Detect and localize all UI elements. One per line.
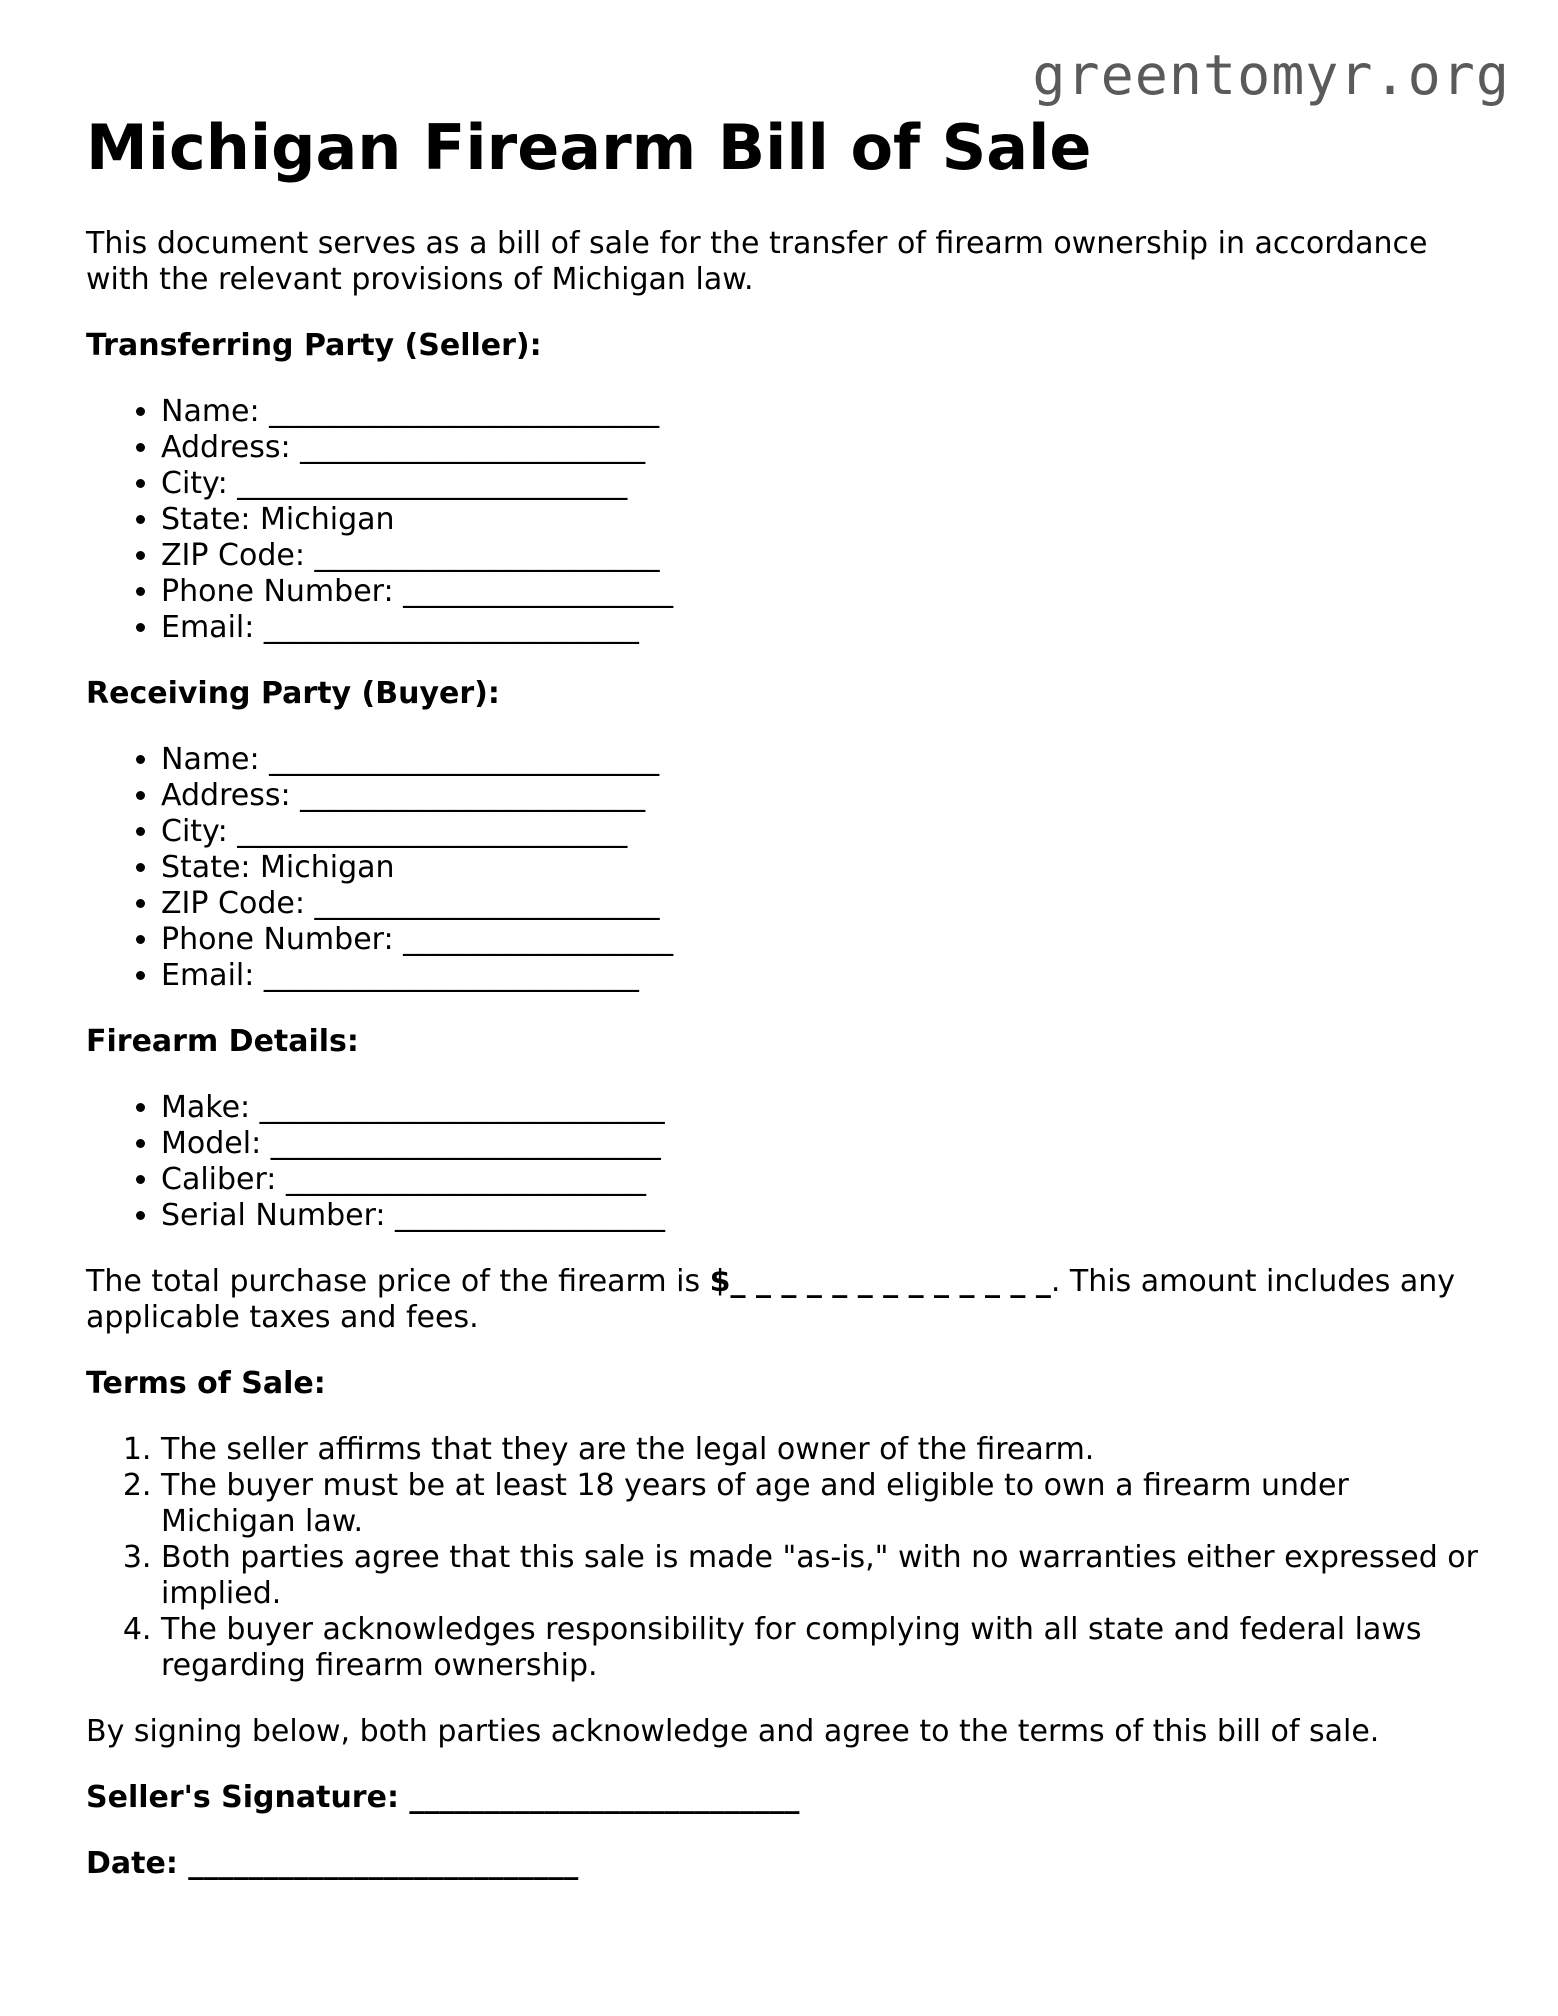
seller-city-field[interactable]: • City: __________________________ [161, 466, 1486, 502]
date-label: Date: [86, 1846, 178, 1881]
buyer-city-field[interactable]: • City: __________________________ [161, 814, 1486, 850]
price-text-before: The total purchase price of the firearm is [86, 1264, 710, 1299]
intro-paragraph: This document serves as a bill of sale for the transfer of firearm ownership in accordance with the relevant provisions of Michigan law. [86, 226, 1428, 297]
firearm-fields-list [86, 1090, 1486, 1234]
date-field[interactable]: __________________________ [177, 1846, 579, 1881]
buyer-address-field[interactable]: • Address: _______________________ [161, 778, 1486, 814]
seller-address-field[interactable]: • Address: _______________________ [161, 430, 1486, 466]
seller-signature-label: Seller's Signature: [86, 1780, 399, 1815]
seller-name-field[interactable]: • Name: __________________________ [161, 394, 1486, 430]
seller-phone-field[interactable]: • Phone Number: __________________ [161, 574, 1486, 610]
buyer-heading: Receiving Party (Buyer): [86, 676, 500, 711]
firearm-caliber-field[interactable]: • Caliber: ________________________ [161, 1162, 1486, 1198]
price-text-after: . This amount includes any applicable taxes and fees. [86, 1264, 1456, 1335]
seller-signature-line [86, 1780, 1486, 1816]
buyer-phone-field[interactable]: • Phone Number: __________________ [161, 922, 1486, 958]
price-paragraph [86, 1264, 1486, 1336]
buyer-state-field: • State: Michigan [161, 850, 1486, 886]
term-item: 2. The buyer must be at least 18 years of age and eligible to own a firearm under Michigan law. [161, 1468, 1486, 1540]
term-item: 3. Both parties agree that this sale is made "as-is," with no warranties either expressed or implied. [161, 1540, 1486, 1612]
seller-fields-list [86, 394, 1486, 646]
acknowledgement-paragraph: By signing below, both parties acknowledge and agree to the terms of this bill of sale. [86, 1714, 1380, 1749]
term-item: 1. The seller affirms that they are the legal owner of the firearm. [161, 1432, 1486, 1468]
firearm-model-field[interactable]: • Model: __________________________ [161, 1126, 1486, 1162]
term-item: 4. The buyer acknowledges responsibility for complying with all state and federal laws regarding firearm ownership. [161, 1612, 1486, 1684]
seller-zip-field[interactable]: • ZIP Code: _______________________ [161, 538, 1486, 574]
watermark: greentomyr.org [1032, 43, 1510, 107]
date-line [86, 1846, 1486, 1882]
terms-heading: Terms of Sale: [86, 1366, 326, 1401]
terms-list [86, 1432, 1486, 1684]
buyer-fields-list [86, 742, 1486, 994]
firearm-heading: Firearm Details: [86, 1024, 359, 1059]
seller-email-field[interactable]: • Email: _________________________ [161, 610, 1486, 646]
buyer-zip-field[interactable]: • ZIP Code: _______________________ [161, 886, 1486, 922]
price-amount-field[interactable]: $_ _ _ _ _ _ _ _ _ _ _ _ _ [709, 1264, 1051, 1299]
buyer-name-field[interactable]: • Name: __________________________ [161, 742, 1486, 778]
document-page [86, 108, 1486, 1882]
firearm-make-field[interactable]: • Make: ___________________________ [161, 1090, 1486, 1126]
seller-signature-field[interactable]: __________________________ [398, 1780, 800, 1815]
buyer-email-field[interactable]: • Email: _________________________ [161, 958, 1486, 994]
firearm-serial-field[interactable]: • Serial Number: __________________ [161, 1198, 1486, 1234]
seller-heading: Transferring Party (Seller): [86, 328, 542, 363]
page-title: Michigan Firearm Bill of Sale [86, 111, 1092, 184]
seller-state-field: • State: Michigan [161, 502, 1486, 538]
